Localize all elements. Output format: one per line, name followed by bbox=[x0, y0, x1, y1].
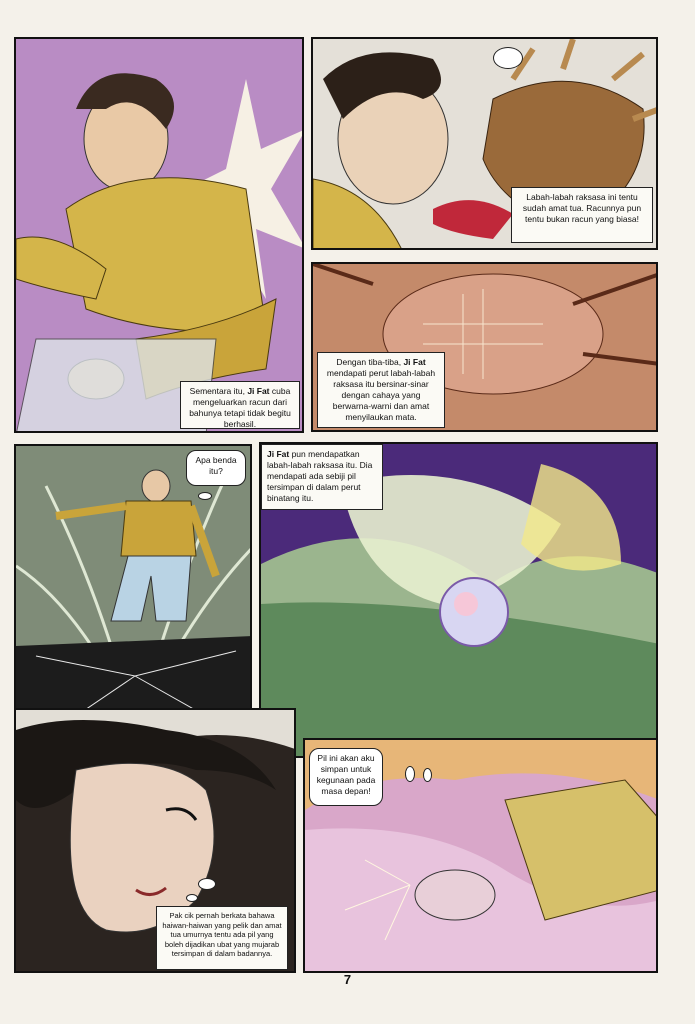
panel-2-caption bbox=[511, 187, 653, 243]
caption-text: Pak cik pernah berkata bahawa haiwan-haiwan yang pelik dan amat tua umurnya tentu ada pil yang boleh dijadikan ubat yang mujarab tersimpan di dalam badannya. bbox=[162, 911, 282, 958]
panel-1-ji-fat-struggling bbox=[14, 37, 304, 433]
panel-7-hand-with-pill bbox=[303, 738, 658, 973]
thought-dot bbox=[186, 894, 198, 902]
panel-3-caption bbox=[317, 352, 445, 428]
caption-text-b: pun mendapatkan labah-labah raksasa itu. Dia mendapati ada sebiji pil tersimpan di dalam perut binatang itu. bbox=[267, 449, 373, 503]
caption-text-a: Sementara itu, bbox=[189, 386, 248, 396]
bubble-text: Pil ini akan aku simpan untuk kegunaan pada masa depan! bbox=[316, 753, 376, 796]
caption-name: Ji Fat bbox=[267, 449, 290, 459]
bubble-text: Apa benda itu? bbox=[195, 455, 237, 476]
panel-3-glowing-spider bbox=[311, 262, 658, 432]
caption-name: Ji Fat bbox=[247, 386, 270, 396]
panel-1-caption bbox=[180, 381, 300, 429]
panel-7-speech-bubble bbox=[309, 748, 383, 806]
panel-2-giant-spider bbox=[311, 37, 658, 250]
panel-4-ji-fat-running bbox=[14, 444, 252, 716]
caption-text-b: mendapati perut labah-labah raksasa itu bersinar-sinar dengan cahaya yang berwarna-warni dan amat menyilaukan mata. bbox=[326, 368, 436, 422]
panel-5-glowing-pill bbox=[259, 442, 658, 758]
page-number: 7 bbox=[343, 972, 352, 987]
thought-dot bbox=[405, 766, 415, 782]
thought-dot bbox=[493, 47, 523, 69]
panel-6-ji-fat-closeup bbox=[14, 708, 296, 973]
caption-name: Ji Fat bbox=[403, 357, 426, 367]
panel-4-art bbox=[16, 446, 252, 716]
caption-text: Labah-labah raksasa ini tentu sudah amat tua. Racunnya pun tentu bukan racun yang biasa! bbox=[522, 192, 642, 224]
thought-dot bbox=[198, 878, 216, 890]
caption-text-a: Dengan tiba-tiba, bbox=[336, 357, 404, 367]
panel-1-art bbox=[16, 39, 304, 433]
thought-dot bbox=[423, 768, 432, 782]
panel-4-speech-bubble bbox=[186, 450, 246, 486]
caption-text-b: cuba mengeluarkan racun dari bahunya tetapi tidak begitu berhasil. bbox=[189, 386, 291, 429]
panel-5-caption bbox=[261, 444, 383, 510]
panel-6-caption bbox=[156, 906, 288, 970]
thought-dot bbox=[198, 492, 212, 500]
